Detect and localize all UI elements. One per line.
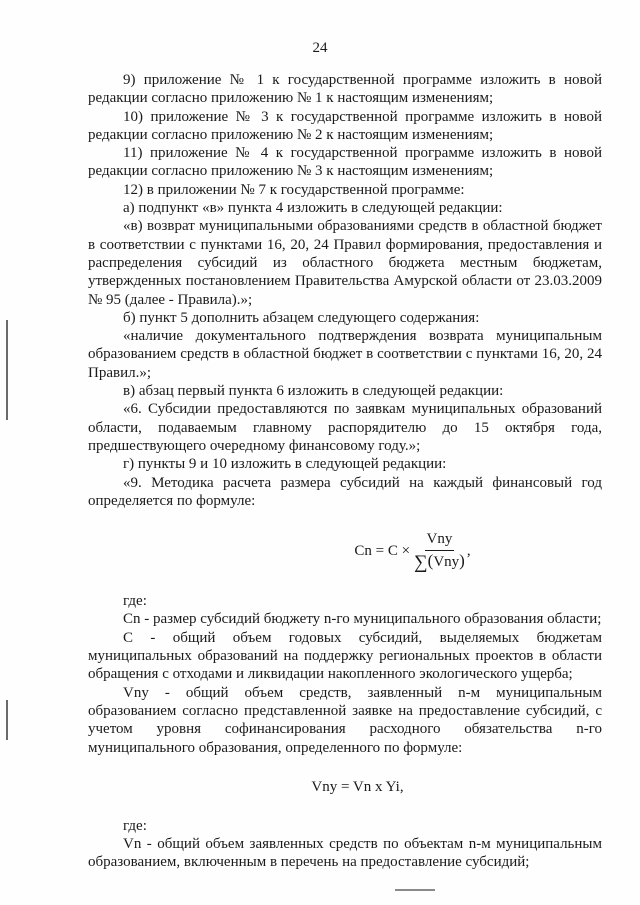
paragraph-subitem-g: г) пункты 9 и 10 изложить в следующей редакции:: [123, 456, 447, 473]
paragraph-definition-vn: Vn - общий объем заявленных средств по объектам n-м муниципальным образованием, включенным в перечень на предоставление субсидий;: [88, 836, 602, 871]
formula-lhs: Cn = C ×: [354, 542, 411, 559]
paragraph-quote-9: «9. Методика расчета размера субсидий на каждый финансовый год определяется по формуле:: [88, 474, 602, 509]
document-body: [88, 71, 602, 872]
paragraph-subitem-b: б) пункт 5 дополнить абзацем следующего содержания:: [123, 309, 480, 326]
scan-bottom-mark: [395, 889, 435, 891]
paragraph-item-9: 9) приложение № 1 к государственной программе изложить в новой редакции согласно приложению № 1 к настоящим изменениям;: [88, 72, 602, 107]
paragraph-item-11: 11) приложение № 4 к государственной программе изложить в новой редакции согласно приложению № 3 к настоящим изменениям;: [88, 145, 602, 180]
paragraph-item-12: 12) в приложении № 7 к государственной программе:: [123, 181, 465, 198]
scan-margin-mark: [6, 700, 8, 740]
paragraph-subitem-v: в) абзац первый пункта 6 изложить в следующей редакции:: [123, 383, 504, 400]
formula-denominator-inner: Vny: [433, 553, 460, 570]
paragraph-definition-vny: Vny - общий объем средств, заявленный n-м муниципальным образованием согласно представленной заявке на предоставление субсидий, с учетом уровня софинансирования расходного обязательства n-го муниципального образования, определенного по формуле:: [88, 684, 602, 756]
vny-formula: Vny = Vn x Yi,: [311, 778, 404, 795]
paragraph-quote-v: «в) возврат муниципальными образованиями средств в областной бюджет в соответствии с пунктами 16, 20, 24 Правил формирования, предоставления и распределения субсидий из областного бюджета местным бюджетам, утвержденных постановлением Правительства Амурской области от 23.03.2009 № 95 (далее - Правила).»;: [88, 218, 602, 308]
paragraph-quote-6: «6. Субсидии предоставляются по заявкам муниципальных образований области, подаваемым главному распорядителю до 15 октября года, предшествующего очередному финансовому году.»;: [88, 401, 602, 454]
scan-margin-mark: [6, 320, 8, 420]
paragraph-definition-c: C - общий объем годовых субсидий, выделяемых бюджетам муниципальных образований на поддержку региональных проектов в области обращения с отходами и ликвидации накопленного экологического ущерба;: [88, 629, 602, 683]
subsidy-formula: [88, 512, 602, 590]
paragraph-where-1: где:: [123, 593, 147, 610]
paragraph-definition-cn: Cn - размер субсидий бюджету n-го муниципального образования области;: [123, 611, 602, 628]
formula-denominator: ∑(Vny): [414, 550, 465, 573]
formula-fraction: [414, 530, 465, 572]
formula-numerator: Vny: [425, 530, 455, 550]
sum-symbol: ∑: [414, 551, 428, 573]
paragraph-quote-documentation: «наличие документального подтверждения возврата муниципальным образованием средств в областной бюджет в соответствии с пунктами 16, 20, 24 Правил.»;: [88, 328, 602, 381]
paragraph-item-10: 10) приложение № 3 к государственной программе изложить в новой редакции согласно приложению № 2 к настоящим изменениям;: [88, 108, 602, 143]
paragraph-where-2: где:: [123, 817, 147, 834]
page-number: 24: [312, 40, 328, 56]
paragraph-subitem-a: а) подпункт «в» пункта 4 изложить в следующей редакции:: [123, 200, 503, 217]
formula-trailing-comma: ,: [466, 542, 471, 559]
